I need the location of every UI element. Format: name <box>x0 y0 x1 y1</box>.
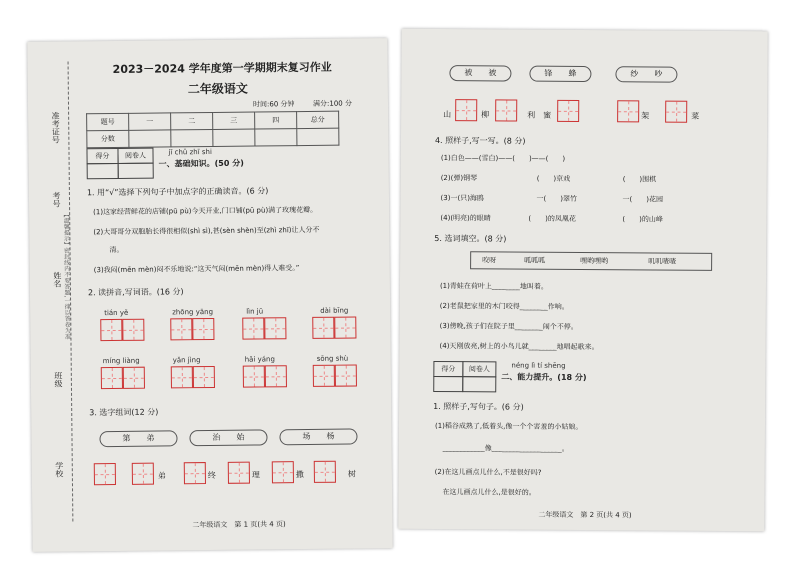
q4-text: 4. 照样子,写一写。(8 分) <box>434 135 526 146</box>
writing-grid[interactable] <box>123 367 145 389</box>
s2-q1a: (1)稻谷成熟了,低着头,像一个个害羞的小姑娘。 <box>434 421 583 431</box>
q3-text: 3. 选字组词(12 分) <box>89 407 159 418</box>
score-cell[interactable] <box>255 129 297 146</box>
char-pair: 第 弟 <box>99 430 177 447</box>
score-cell: 一 <box>129 113 171 130</box>
score-cell: 三 <box>213 112 255 129</box>
q1-1: (1)这家经营鲜花的店铺(pū pù)今天开业,门口铺(pū pù)满了玫瑰花瓣。 <box>93 205 318 217</box>
word-option: 咬呀 <box>482 256 497 265</box>
score-cell[interactable] <box>129 130 171 147</box>
seal-warning: 【温馨提示】密封线内不要答题,一律以答卷为准 <box>62 211 71 340</box>
page-footer: 二年级语文 第 2 页(共 4 页) <box>538 510 632 520</box>
full-score: 满分:100 分 <box>312 99 352 108</box>
grader-score: 得分 <box>86 148 118 164</box>
writing-grid[interactable] <box>94 463 116 485</box>
score-cell: 分数 <box>87 130 129 147</box>
writing-grid[interactable] <box>495 99 517 121</box>
score-cell: 总分 <box>297 111 339 128</box>
writing-grid[interactable] <box>455 99 477 121</box>
writing-grid[interactable] <box>184 462 206 484</box>
q4-row: ( )围棋 <box>622 175 657 184</box>
writing-grid[interactable] <box>617 100 639 122</box>
pinyin-label: míng liàng <box>102 356 140 366</box>
char-pair: 锋 蜂 <box>529 66 591 82</box>
pinyin-label: hǎi yáng <box>244 355 275 364</box>
section2-pinyin: néng lì tí shēng <box>511 361 566 370</box>
q5-3: (3)傍晚,孩子们在院子里________闹个不停。 <box>439 322 578 331</box>
writing-grid[interactable] <box>334 316 356 338</box>
writing-grid[interactable] <box>272 461 294 483</box>
fill-char: 菜 <box>691 111 700 121</box>
word-option: 呱呱呱 <box>524 256 546 265</box>
s2-q1b[interactable]: ____________像____________________。 <box>442 444 569 453</box>
writing-grid[interactable] <box>170 318 192 340</box>
writing-grid[interactable] <box>265 365 287 387</box>
writing-grid[interactable] <box>314 461 336 483</box>
fill-char: 树 <box>347 469 356 479</box>
pinyin-label: sōng shù <box>316 354 349 363</box>
score-cell: 二 <box>171 112 213 129</box>
writing-grid[interactable] <box>228 462 250 484</box>
q4-row: (1)白色——(雪白)——( )——( ) <box>440 154 566 163</box>
writing-grid[interactable] <box>132 463 154 485</box>
score-table <box>86 111 339 149</box>
writing-grid[interactable] <box>312 317 334 339</box>
grader-score-blank[interactable] <box>87 163 119 179</box>
q4-row: (2)(弹)钢琴 <box>440 174 478 183</box>
fill-char: 蜜 <box>543 110 552 120</box>
char-pair: 场 杨 <box>279 428 357 445</box>
score-cell[interactable] <box>297 128 339 145</box>
writing-grid[interactable] <box>243 365 265 387</box>
q4-row: (4)(明亮)的眼睛 <box>440 214 491 223</box>
writing-grid[interactable] <box>193 366 215 388</box>
word-option: 嘿哟嘿哟 <box>580 256 609 266</box>
q1-3: (3)我闷(mēn mèn)闷不乐地说:“这天气闷(mēn mèn)得人难受。” <box>93 264 300 275</box>
q4-row: ( )的凤凰花 <box>528 214 576 223</box>
margin-label-seat-no: 考号 <box>51 191 62 208</box>
q5-2: (2)老鼠把家里的木门咬得________作响。 <box>439 302 569 311</box>
fill-char: 架 <box>641 111 650 121</box>
writing-grid[interactable] <box>171 366 193 388</box>
score-cell: 题号 <box>87 113 129 130</box>
grader-score-blank[interactable] <box>433 376 463 392</box>
q4-row: ( )京戏 <box>536 174 571 183</box>
grader-name-blank[interactable] <box>118 163 154 179</box>
pinyin-label: zhōng yāng <box>172 307 214 317</box>
writing-grid[interactable] <box>101 367 123 389</box>
time-info: 时间:60 分钟 <box>252 100 295 109</box>
fill-char: 终 <box>207 470 216 481</box>
writing-grid[interactable] <box>665 101 687 123</box>
writing-grid[interactable] <box>313 365 335 387</box>
q1-2b: 清。 <box>109 245 124 255</box>
section1-heading: 一、基础知识。(50 分) <box>158 158 244 169</box>
writing-grid[interactable] <box>335 364 357 386</box>
fill-char: 弟 <box>157 471 166 481</box>
fill-char: 理 <box>251 470 260 480</box>
q4-row: (3)一(只)海鸥 <box>440 194 484 203</box>
char-pair: 治 始 <box>189 429 267 446</box>
q1-2: (2)大哥哥分双胞胎长得很相似(shì sì),甚(sèn shèn)至(zhì zhī)让人分不 <box>93 225 320 237</box>
grader-name: 阅卷人 <box>462 361 496 377</box>
q5-text: 5. 选词填空。(8 分) <box>434 233 507 244</box>
score-cell[interactable] <box>213 129 255 146</box>
pinyin-label: yǎn jìng <box>172 356 201 365</box>
page-footer: 二年级语文 第 1 页(共 4 页) <box>192 520 286 530</box>
writing-grid[interactable] <box>122 319 144 341</box>
writing-grid[interactable] <box>192 318 214 340</box>
margin-label-exam-no: 准考证号 <box>51 111 61 144</box>
fill-char: 山 <box>443 110 452 120</box>
q4-row: 一( )花园 <box>622 195 664 204</box>
exam-page-1 <box>27 38 392 552</box>
pinyin-label: tián yě <box>104 308 129 318</box>
exam-subtitle: 二年级语文 <box>187 81 248 97</box>
writing-grid[interactable] <box>557 100 579 122</box>
grader-name-blank[interactable] <box>462 376 496 392</box>
margin-label-school: 学校 <box>54 461 64 478</box>
score-cell[interactable] <box>171 129 213 146</box>
margin-label-name: 姓名 <box>52 271 62 288</box>
char-pair: 纱 吵 <box>615 66 677 82</box>
s2-q2: (2)在这儿画点儿什么,不是很好吗? <box>434 467 542 477</box>
grader-score: 得分 <box>433 361 463 377</box>
score-cell: 四 <box>255 112 297 129</box>
q2-text: 2. 读拼音,写词语。(16 分) <box>87 287 184 298</box>
fill-char: 柳 <box>481 110 490 120</box>
fill-char: 利 <box>527 110 536 120</box>
word-option: 叽叽喳喳 <box>648 257 677 266</box>
grader-name: 阅卷人 <box>117 148 153 164</box>
q5-1: (1)青蛙在荷叶上________地叫着。 <box>439 282 548 291</box>
exam-page-2 <box>398 29 767 532</box>
q4-row: ( )的山峰 <box>622 215 663 224</box>
s2-q2b: 在这儿画点儿什么,是很好的。 <box>442 488 536 497</box>
section1-pinyin: jī chǔ zhī shi <box>168 147 212 157</box>
writing-grid[interactable] <box>242 317 264 339</box>
pinyin-label: lìn jū <box>246 307 264 316</box>
writing-grid[interactable] <box>264 317 286 339</box>
margin-label-class: 班级 <box>53 371 63 388</box>
q5-4: (4)天刚放亮,树上的小鸟儿就________地唱起歌来。 <box>439 342 599 352</box>
q4-row: 一( )翠竹 <box>536 194 578 203</box>
exam-title: 2023－2024 学年度第一学期期末复习作业 <box>112 60 332 77</box>
fill-char: 撒 <box>295 470 304 480</box>
section2-heading: 二、能力提升。(18 分) <box>501 372 587 383</box>
q1-text: 1. 用“√”选择下列句子中加点字的正确读音。(6 分) <box>86 186 269 198</box>
pinyin-label: dài bīng <box>320 306 349 315</box>
char-pair: 被 被 <box>449 65 511 81</box>
writing-grid[interactable] <box>100 319 122 341</box>
s2-q1-text: 1. 照样子,写句子。(6 分) <box>433 401 524 412</box>
